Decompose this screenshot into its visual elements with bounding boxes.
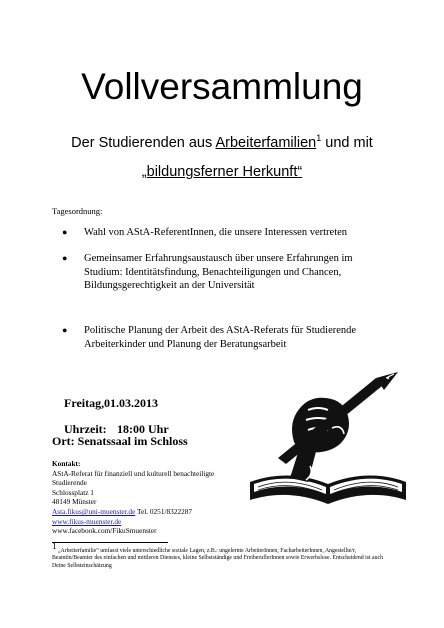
time-label: Uhrzeit:: [64, 422, 107, 436]
subtitle-tail: und mit: [321, 135, 373, 151]
contact-phone: Tel. 0251/8322287: [135, 506, 193, 516]
agenda-label: Tagesordnung:: [52, 206, 103, 216]
bullet-icon: ●: [62, 325, 68, 335]
time-value: 18:00 Uhr: [117, 422, 169, 436]
date-label: Freitag,: [64, 396, 105, 410]
date-value: 01.03.2013: [104, 396, 158, 410]
agenda-item: [52, 324, 382, 351]
agenda-item-text: Wahl von AStA-ReferentInnen, die unsere Interessen vertreten: [84, 227, 348, 238]
contact-org-line-2: Studierende: [52, 478, 87, 488]
subtitle-highlight: Arbeiterfamilien: [215, 135, 317, 151]
contact-facebook: www.facebook.com/FikuSmuenster: [52, 526, 157, 536]
footnote-mark: 1: [52, 541, 57, 551]
agenda-item: [52, 226, 382, 240]
subtitle-line-2: „bildungsferner Herkunft“: [141, 164, 303, 180]
footnote: [52, 541, 388, 570]
contact-email-phone: [52, 507, 252, 517]
footnote-reference: 1: [316, 133, 322, 144]
contact-heading: Kontakt:: [52, 459, 81, 468]
contact-org-line-1: AStA-Referat für finanziell und kulturell benachteiligte: [52, 468, 215, 478]
page-title: Vollversammlung: [81, 66, 363, 107]
agenda-item-text: Politische Planung der Arbeit des AStA-Referats für Studierende Arbeiterkinder und Planung der Beratungsarbeit: [84, 325, 357, 350]
subtitle-line-1: [0, 134, 444, 152]
footnote-divider: [52, 542, 168, 543]
agenda-item-text: Gemeinsamer Erfahrungsaustausch über unsere Erfahrungen im Studium: Identitätsfindung, Benachteiligungen und Chancen, Bildungsgerechtigkeit an der Universität: [84, 253, 353, 291]
footnote-text: „Arbeiterfamilie“ umfasst viele unterschiedliche soziale Lagen, z.B.: ungelernte ArbeiterInnen, FacharbeiterInnen, Angestellte/r, Beamtin/Beamter des einfachen und mittleren Dienstes, kleine Selbstständige und FreiberuflerInnen sowie Erwerbslose. Entscheidend ist auch Deine Selbsteinschätzung: [52, 547, 383, 569]
contact-website-line: [52, 517, 252, 527]
bullet-icon: ●: [62, 253, 68, 263]
event-place: Ort: Senatssaal im Schloss: [52, 434, 188, 448]
contact-city: 48149 Münster: [52, 497, 97, 507]
email-link[interactable]: Asta.fikus@uni-muenster.de: [52, 506, 136, 516]
contact-street: Schlossplatz 1: [52, 487, 94, 497]
contact-block: [52, 459, 252, 536]
bullet-icon: ●: [62, 227, 68, 237]
website-link[interactable]: www.fikus-muenster.de: [52, 516, 122, 526]
fist-holding-fountain-pen-over-open-book-icon: [248, 370, 408, 520]
subtitle-lead: Der Studierenden aus: [71, 135, 216, 151]
agenda-item: [52, 252, 382, 293]
